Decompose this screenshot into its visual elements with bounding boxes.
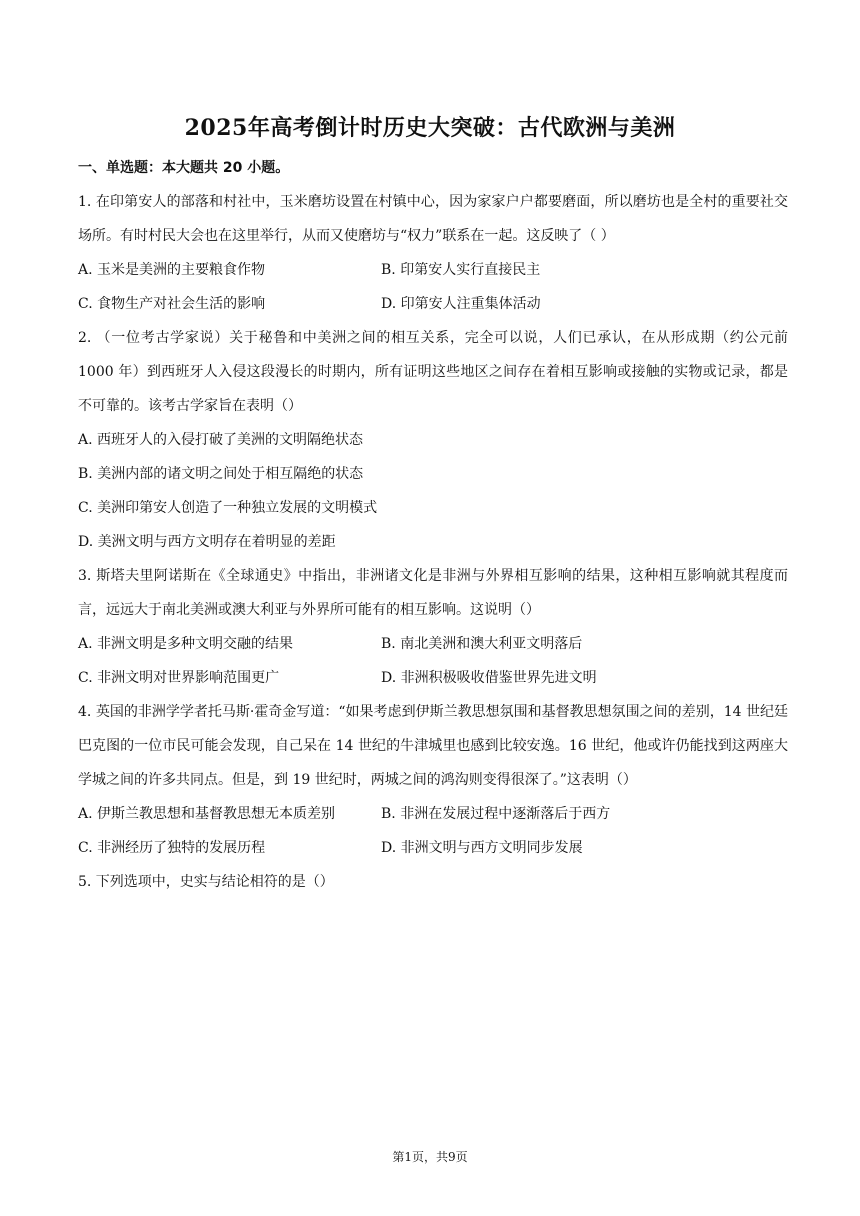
option-b[interactable]: B. 南北美洲和澳大利亚文明落后 (381, 636, 583, 652)
option-c[interactable]: C. 食物生产对社会生活的影响 (78, 296, 266, 312)
option-row (78, 253, 788, 287)
question-text: 1. 在印第安人的部落和村社中，玉米磨坊设置在村镇中心，因为家家户户都要磨面，所以磨坊也是全村的重要社交场所。有时村民大会也在这里举行，从而又使磨坊与“权力”联系在一起。这反映了（ ） (78, 194, 788, 244)
question-list (78, 185, 788, 899)
option-d[interactable]: D. 非洲文明与西方文明同步发展 (381, 840, 583, 856)
question-2 (78, 321, 788, 559)
option-c[interactable]: C. 美洲印第安人创造了一种独立发展的文明模式 (78, 500, 378, 516)
option-d[interactable]: D. 美洲文明与西方文明存在着明显的差距 (78, 534, 336, 550)
option-row (78, 287, 788, 321)
question-1 (78, 185, 788, 321)
option-b[interactable]: B. 非洲在发展过程中逐渐落后于西方 (381, 806, 611, 822)
question-5 (78, 865, 788, 899)
option-b[interactable]: B. 美洲内部的诸文明之间处于相互隔绝的状态 (78, 466, 364, 482)
question-text: 3. 斯塔夫里阿诺斯在《全球通史》中指出，非洲诸文化是非洲与外界相互影响的结果，这种相互影响就其程度而言，远远大于南北美洲或澳大利亚与外界所可能有的相互影响。这说明（） (78, 568, 788, 618)
option-row (78, 797, 788, 831)
option-row (78, 831, 788, 865)
question-text: 2. （一位考古学家说）关于秘鲁和中美洲之间的相互关系，完全可以说，人们已承认，在从形成期（约公元前 1000 年）到西班牙人入侵这段漫长的时期内，所有证明这些地区之间存在着相互影响或接触的实物或记录，都是不可靠的。该考古学家旨在表明（） (78, 330, 788, 414)
question-text: 5. 下列选项中，史实与结论相符的是（） (78, 874, 334, 890)
option-a[interactable]: A. 伊斯兰教思想和基督教思想无本质差别 (78, 806, 336, 822)
option-a[interactable]: A. 非洲文明是多种文明交融的结果 (78, 636, 294, 652)
option-a[interactable]: A. 西班牙人的入侵打破了美洲的文明隔绝状态 (78, 432, 364, 448)
option-a[interactable]: A. 玉米是美洲的主要粮食作物 (78, 262, 266, 278)
question-4 (78, 695, 788, 865)
option-row (78, 661, 788, 695)
section-heading: 一、单选题：本大题共 20 小题。 (78, 160, 290, 176)
option-c[interactable]: C. 非洲经历了独特的发展历程 (78, 840, 266, 856)
document-title: 2025年高考倒计时历史大突破：古代欧洲与美洲 (184, 115, 676, 141)
question-text: 4. 英国的非洲学学者托马斯·霍奇金写道：“如果考虑到伊斯兰教思想氛围和基督教思想氛围之间的差别，14 世纪廷巴克图的一位市民可能会发现，自己呆在 14 世纪的牛津城里也感到比较安逸。16 世纪，他或许仍能找到这两座大学城之间的许多共同点。但是，到 19 世纪时，两城之间的鸿沟则变得很深了。”这表明（） (78, 704, 788, 788)
option-row (78, 627, 788, 661)
option-d[interactable]: D. 非洲积极吸收借鉴世界先进文明 (381, 670, 597, 686)
option-d[interactable]: D. 印第安人注重集体活动 (381, 296, 541, 312)
option-c[interactable]: C. 非洲文明对世界影响范围更广 (78, 670, 280, 686)
question-3 (78, 559, 788, 695)
page-footer: 第1页，共9页 (392, 1150, 468, 1164)
option-b[interactable]: B. 印第安人实行直接民主 (381, 262, 541, 278)
